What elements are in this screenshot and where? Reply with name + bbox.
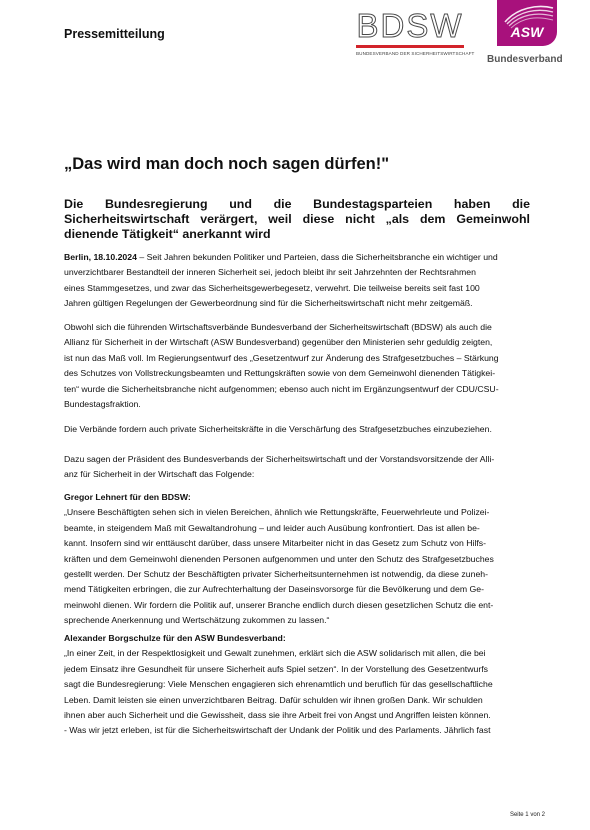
paragraph-demand	[64, 422, 530, 437]
paragraph-line: Die Verbände fordern auch private Sicherheitskräfte in die Verschärfung des Strafgesetzbuches einzubeziehen.	[64, 424, 492, 434]
quote-line: sagt die Bundesregierung: Viele Menschen engagieren sich ehrenamtlich und beruflich für das gesellschaftliche	[64, 679, 493, 690]
paragraph-line: Jahren gültigen Regelungen der Gewerbeordnung sind für die Sicherheitswirtschaft nicht mehr zeitgemäß.	[64, 298, 473, 309]
speaker-name: Alexander Borgschulze für den ASW Bundesverband:	[64, 633, 286, 643]
document-type-label: Pressemitteilung	[64, 27, 165, 41]
quote-line: meinwohl dienen. Wir fordern die Politik auf, unserer Branche endlich durch diesen gesetzlichen Schutz die ent-	[64, 599, 494, 610]
paragraph-line: ist nun das Maß voll. Im Regierungsentwurf des „Gesetzentwurf zur Änderung des Strafgesetzbuches – Stärkung	[64, 352, 499, 363]
paragraph-line: – Seit Jahren bekunden Politiker und Parteien, dass die Sicherheitsbranche ein wichtiger und	[136, 252, 498, 262]
bdsw-logo-rule	[356, 45, 464, 48]
quote-line: sprechende Anerkennung und Wertschätzung zukommen zu lassen.“	[64, 615, 330, 626]
quote-line: mend Tätigkeiten erbringen, die zur Aufrechterhaltung der Daseinsvorsorge für die Bevölkerung und dem Ge-	[64, 584, 484, 595]
paragraph-line: Bundestagsfraktion.	[64, 399, 141, 410]
paragraph-line: des Schutzes von Vollstreckungsbeamten und Rettungskräften sowie von dem Gemeinwohl dienenden Tätigkei-	[64, 368, 496, 379]
dateline: Berlin, 18.10.2024	[64, 252, 137, 262]
paragraph-line: Obwohl sich die führenden Wirtschaftsverbände Bundesverband der Sicherheitswirtschaft (BDSW) als auch die	[64, 322, 492, 332]
page-number: Seite 1 von 2	[509, 812, 545, 818]
asw-logo	[497, 0, 557, 46]
quote-asw	[64, 631, 530, 739]
bdsw-logo-subtitle: BUNDESVERBAND DER SICHERHEITSWIRTSCHAFT	[356, 51, 475, 56]
subheadline-line: Sicherheitswirtschaft verärgert, weil diese nicht „als dem Gemeinwohl	[64, 212, 530, 226]
paragraph-line: Allianz für Sicherheit in der Wirtschaft (ASW Bundesverband) gegenüber den Ministerien sehr geduldig zeigten,	[64, 337, 493, 348]
quote-line: - Was wir jetzt erleben, ist für die Sicherheitswirtschaft der Undank der Politik und des Parlaments. Jährlich fast	[64, 725, 491, 736]
paragraph-associations	[64, 320, 530, 412]
quote-line: Leben. Damit leisten sie einen unverzichtbaren Beitrag. Dafür schulden wir ihnen großen Dank. Wir schulden	[64, 694, 483, 705]
subheadline	[64, 197, 530, 242]
bdsw-logo-word: BDSW	[356, 7, 464, 44]
quote-line: kräften und dem Gemeinwohl dienenden Personen aufgenommen und unter den Schutz des Strafgesetzbuches	[64, 553, 494, 564]
subheadline-line: Die Bundesregierung und die Bundestagsparteien haben die	[64, 197, 530, 211]
speaker-name: Gregor Lehnert für den BDSW:	[64, 492, 191, 502]
paragraph-statement-intro	[64, 452, 530, 483]
paragraph-line: eines Stammgesetzes, und zwar das Sicherheitsgewerbegesetz, verwehrt. Die teilweise bereits seit fast 100	[64, 282, 480, 293]
quote-line: beamte, in steigendem Maß mit Gewaltandrohung – und leider auch Ausübung konfrontiert. Das ist allen be-	[64, 522, 480, 533]
headline: „Das wird man doch noch sagen dürfen!"	[64, 155, 390, 173]
paragraph-line: unverzichtbarer Bestandteil der inneren Sicherheit sei, jedoch bleibt ihr seit Jahrzehnten der Rechtsrahmen	[64, 267, 476, 278]
asw-logo-caption: Bundesverband	[487, 54, 563, 65]
asw-logo-mark	[497, 0, 557, 46]
quote-line: jedem Einsatz ihre Gesundheit für unsere Sicherheit aufs Spiel setzen“. In der Vorstellung des Gesetzentwurfs	[64, 663, 488, 674]
asw-logo-word: ASW	[510, 24, 544, 40]
subheadline-line: dienende Tätigkeit“ anerkannt wird	[64, 227, 271, 241]
paragraph-line: Dazu sagen der Präsident des Bundesverbands der Sicherheitswirtschaft und der Vorstandsvorsitzende der Alli-	[64, 454, 495, 464]
quote-line: ihnen aber auch Sicherheit und die Gewissheit, dass sie ihre Arbeit frei von Angst und Angriffen leisten können.	[64, 710, 491, 721]
quote-line: „In einer Zeit, in der Respektlosigkeit und Gewalt zunehmen, erklärt sich die ASW solidarisch mit allen, die bei	[64, 648, 486, 659]
quote-line: gestellt werden. Der Schutz der Beschäftigten privater Sicherheitsunternehmen ist notwendig, da diese zuneh-	[64, 569, 488, 580]
quote-line: kannt. Insofern sind wir enttäuscht darüber, dass unsere Mitarbeiter nicht in das Gesetz zum Schutz von Hilfs-	[64, 538, 487, 549]
paragraph-intro	[64, 250, 530, 312]
quote-line: „Unsere Beschäftigten sehen sich in vielen Bereichen, ähnlich wie Rettungskräfte, Feuerwehrleute und Polizei-	[64, 507, 490, 518]
paragraph-line: ten“ wurde die Sicherheitsbranche nicht aufgenommen; ebenso auch nicht im Ergänzungsentwurf der CDU/CSU-	[64, 383, 499, 394]
quote-bdsw	[64, 490, 530, 629]
bdsw-logo	[356, 7, 475, 58]
paragraph-line: anz für Sicherheit in der Wirtschaft das Folgende:	[64, 469, 255, 480]
